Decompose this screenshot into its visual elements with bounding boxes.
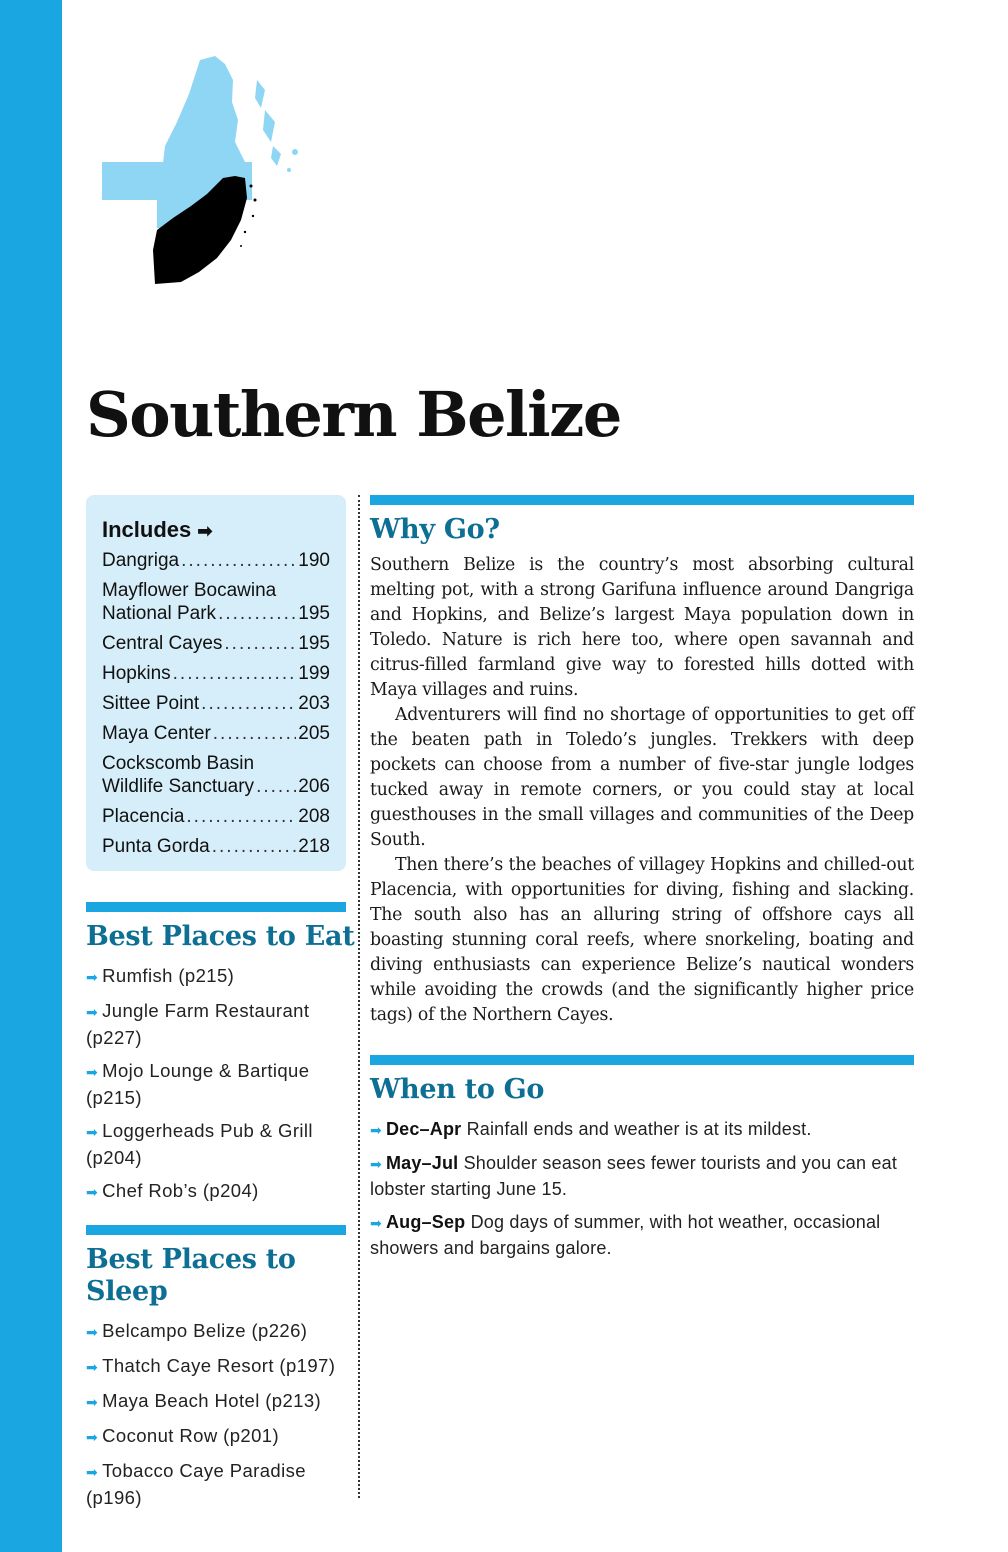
arrow-right-icon: ➡ bbox=[86, 1359, 99, 1375]
includes-item[interactable]: Cockscomb Basin Wildlife Sanctuary ..... 206 bbox=[102, 752, 330, 798]
why-go-rule bbox=[370, 495, 914, 505]
arrow-right-icon: ➡ bbox=[86, 1124, 99, 1140]
belize-locator-map bbox=[95, 50, 325, 290]
arrow-right-icon: ➡ bbox=[370, 1156, 382, 1172]
offshore-cayes bbox=[255, 80, 298, 172]
arrow-right-icon: ➡ bbox=[197, 521, 213, 541]
column-divider bbox=[358, 495, 360, 1498]
list-item: ➡ Dec–Apr Rainfall ends and weather is at its mildest. bbox=[370, 1119, 812, 1139]
when-to-go-heading: When to Go bbox=[370, 1074, 545, 1105]
arrow-right-icon: ➡ bbox=[86, 1184, 99, 1200]
list-item[interactable]: ➡ Thatch Caye Resort (p197) bbox=[86, 1355, 336, 1376]
list-item[interactable]: ➡ Maya Beach Hotel (p213) bbox=[86, 1390, 322, 1411]
includes-item[interactable]: Sittee Point ..... 203 bbox=[102, 692, 330, 715]
includes-item[interactable]: Mayflower Bocawina National Park ..... 195 bbox=[102, 579, 330, 625]
sleep-heading: Best Places to Sleep bbox=[86, 1244, 296, 1307]
arrow-right-icon: ➡ bbox=[86, 969, 99, 985]
includes-heading: Includes ➡ bbox=[102, 517, 213, 542]
paragraph: Southern Belize is the country’s most absorbing cultural melting pot, with a strong Garifuna influence around Dangriga and Hopkins, and Belize’s largest Maya population down in Toledo. Nature is rich here too, where open savannah and citrus-filled farmland give way to forested hills dotted with Maya villages and ruins. bbox=[370, 555, 914, 700]
list-item[interactable]: ➡ Tobacco Caye Paradise (p196) bbox=[86, 1460, 306, 1508]
arrow-right-icon: ➡ bbox=[86, 1464, 99, 1480]
sleep-list bbox=[86, 1318, 348, 1518]
list-item[interactable]: ➡ Loggerheads Pub & Grill (p204) bbox=[86, 1120, 313, 1168]
when-to-go-list bbox=[370, 1117, 914, 1269]
includes-item[interactable]: Punta Gorda ..... 218 bbox=[102, 835, 330, 858]
sleep-section-rule bbox=[86, 1225, 346, 1235]
arrow-right-icon: ➡ bbox=[86, 1429, 99, 1445]
side-color-strip bbox=[0, 0, 62, 1552]
list-item[interactable]: ➡ Coconut Row (p201) bbox=[86, 1425, 280, 1446]
list-item[interactable]: ➡ Belcampo Belize (p226) bbox=[86, 1320, 308, 1341]
includes-item[interactable]: Dangriga ..... 190 bbox=[102, 549, 330, 572]
why-go-body bbox=[370, 553, 914, 1028]
arrow-right-icon: ➡ bbox=[370, 1215, 382, 1231]
arrow-right-icon: ➡ bbox=[86, 1324, 99, 1340]
eat-list bbox=[86, 963, 348, 1213]
paragraph: Then there’s the beaches of villagey Hopkins and chilled-out Placencia, with opportunities for diving, fishing and slacking. The south also has an alluring string of offshore cays all boasting stunning coral reefs, where snorkeling, boating and diving enthusiasts can experience Belize’s nautical wonders while avoiding the crowds (and the significantly higher price tags) of the Northern Cayes. bbox=[370, 855, 914, 1025]
list-item[interactable]: ➡ Jungle Farm Restaurant (p227) bbox=[86, 1000, 310, 1048]
arrow-right-icon: ➡ bbox=[86, 1394, 99, 1410]
list-item: ➡ May–Jul Shoulder season sees fewer tourists and you can eat lobster starting June 15. bbox=[370, 1153, 898, 1199]
list-item[interactable]: ➡ Chef Rob’s (p204) bbox=[86, 1180, 259, 1201]
arrow-right-icon: ➡ bbox=[370, 1122, 382, 1138]
includes-item[interactable]: Placencia ..... 208 bbox=[102, 805, 330, 828]
includes-box bbox=[86, 495, 346, 871]
includes-item[interactable]: Hopkins ..... 199 bbox=[102, 662, 330, 685]
eat-section-rule bbox=[86, 902, 346, 912]
arrow-right-icon: ➡ bbox=[86, 1064, 99, 1080]
list-item[interactable]: ➡ Rumfish (p215) bbox=[86, 965, 235, 986]
why-go-heading: Why Go? bbox=[370, 514, 500, 545]
arrow-right-icon: ➡ bbox=[86, 1004, 99, 1020]
paragraph: Adventurers will find no shortage of opportunities to get off the beaten path in Toledo’s jungles. Trekkers with deep pockets can choose from a number of five-star jungle lodges tucked away in remote corners, or you could stay at local guesthouses in the small villages and communities of the Deep South. bbox=[370, 705, 914, 850]
eat-heading: Best Places to Eat bbox=[86, 921, 355, 952]
list-item[interactable]: ➡ Mojo Lounge & Bartique (p215) bbox=[86, 1060, 310, 1108]
when-to-go-rule bbox=[370, 1055, 914, 1065]
page-title: Southern Belize bbox=[86, 378, 621, 451]
includes-item[interactable]: Maya Center ..... 205 bbox=[102, 722, 330, 745]
list-item: ➡ Aug–Sep Dog days of summer, with hot weather, occasional showers and bargains galore. bbox=[370, 1212, 881, 1258]
includes-item[interactable]: Central Cayes ..... 195 bbox=[102, 632, 330, 655]
